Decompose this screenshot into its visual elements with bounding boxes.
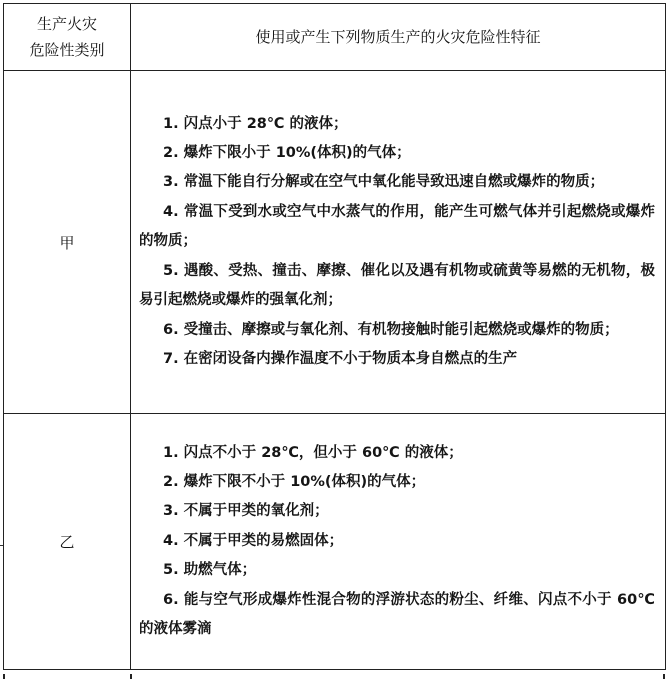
features-cell-yi — [131, 414, 666, 670]
header-features: 使用或产生下列物质生产的火灾危险性特征 — [131, 4, 666, 71]
list-item: 3. 不属于甲类的氧化剂； — [163, 503, 329, 520]
list-item: 1. 闪点不小于 28℃，但小于 60℃ 的液体； — [163, 444, 463, 461]
next-table-border-tick — [663, 674, 665, 679]
next-table-border-tick — [130, 674, 132, 679]
next-table-border-tick — [3, 674, 5, 679]
header-category — [4, 4, 131, 71]
list-item: 3. 常温下能自行分解或在空气中氧化能导致迅速自燃或爆炸的物质； — [163, 174, 605, 191]
list-item: 4. 常温下受到水或空气中水蒸气的作用，能产生可燃气体并引起燃烧或爆炸的物质； — [139, 203, 655, 250]
table-row-jia — [4, 71, 666, 414]
fire-hazard-table — [3, 3, 666, 670]
list-item: 6. 能与空气形成爆炸性混合物的浮游状态的粉尘、纤维、闪点不小于 60℃ 的液体雾滴 — [139, 591, 655, 638]
header-category-line1: 生产火灾 — [36, 15, 97, 33]
category-cell-yi: 乙 — [4, 414, 131, 670]
list-item: 5. 助燃气体； — [163, 562, 257, 579]
header-row — [4, 4, 666, 71]
list-item: 7. 在密闭设备内操作温度不小于物质本身自燃点的生产 — [163, 350, 518, 367]
header-category-line2: 危险性类别 — [29, 41, 105, 59]
list-item: 1. 闪点小于 28℃ 的液体； — [163, 115, 348, 132]
list-item: 5. 遇酸、受热、撞击、摩擦、催化以及遇有机物或硫黄等易燃的无机物，极易引起燃烧或爆炸的强氧化剂； — [139, 262, 655, 309]
list-item: 2. 爆炸下限不小于 10%(体积)的气体； — [163, 473, 426, 490]
list-item: 2. 爆炸下限小于 10%(体积)的气体； — [163, 145, 411, 162]
list-item: 6. 受撞击、摩擦或与氧化剂、有机物接触时能引起燃烧或爆炸的物质； — [163, 321, 619, 338]
features-cell-jia — [131, 71, 666, 414]
category-cell-jia: 甲 — [4, 71, 131, 414]
next-table-edge — [0, 674, 667, 679]
scan-artifact-line — [0, 545, 3, 546]
list-item: 4. 不属于甲类的易燃固体； — [163, 532, 344, 549]
table-row-yi — [4, 414, 666, 670]
